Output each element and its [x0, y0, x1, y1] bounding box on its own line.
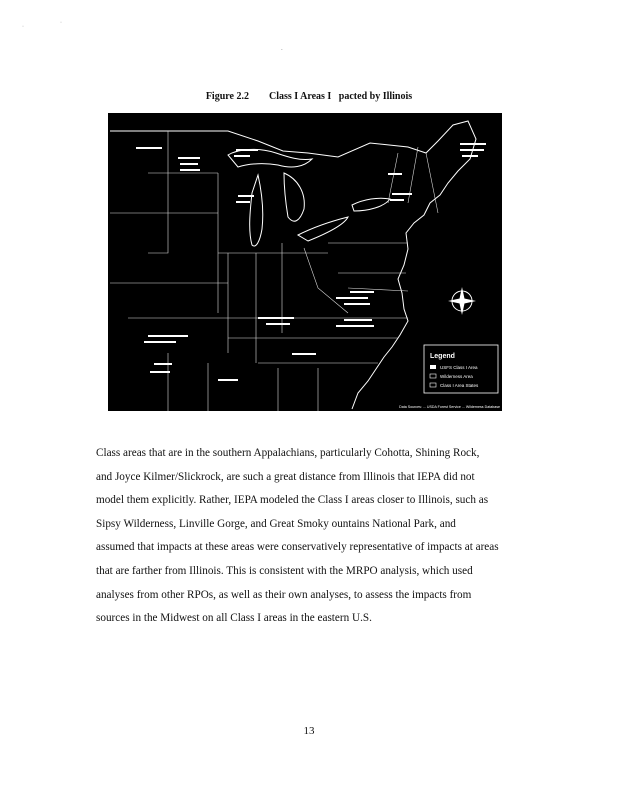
legend-swatch: [430, 383, 436, 387]
body-line: analyses from other RPOs, as well as their own analyses, to assess the impacts from: [96, 588, 472, 601]
legend-swatch: [430, 365, 436, 369]
map-graphic: [108, 113, 502, 411]
lake-ontario: [352, 198, 390, 211]
legend-item: Wilderness Area: [440, 374, 473, 379]
scan-speck: ·: [22, 24, 24, 30]
lake-erie: [298, 217, 348, 241]
figure-caption: [0, 91, 618, 102]
figure-label: Figure 2.2: [205, 91, 249, 102]
legend-item: USFS Class I Area: [440, 365, 478, 370]
class-i-areas-map: [108, 113, 502, 411]
body-line: Sipsy Wilderness, Linville Gorge, and Great Smoky ountains National Park, and: [96, 517, 456, 530]
lake-michigan: [250, 175, 263, 246]
body-line: that are farther from Illinois. This is consistent with the MRPO analysis, which used: [96, 564, 473, 577]
legend-item: Class I Area States: [440, 383, 479, 388]
figure-title: Class I Areas I pacted by Illinois: [268, 91, 413, 102]
lake-huron: [284, 173, 304, 221]
coastline: [110, 121, 476, 409]
body-paragraph: [96, 442, 526, 631]
body-line: and Joyce Kilmer/Slickrock, are such a great distance from Illinois that IEPA did not: [96, 470, 475, 483]
compass-rose-icon: [448, 287, 476, 315]
body-line: model them explicitly. Rather, IEPA modeled the Class I areas closer to Illinois, such as: [96, 494, 489, 507]
body-line: Class areas that are in the southern Appalachians, particularly Cohotta, Shining Rock,: [96, 447, 480, 459]
body-line: sources in the Midwest on all Class I areas in the eastern U.S.: [96, 612, 372, 625]
legend-title: Legend: [430, 353, 455, 360]
page-number: 13: [303, 725, 315, 737]
map-credit: Data Sources: ... USDA Forest Service ... Wilderness Database: [399, 405, 500, 409]
body-line: assumed that impacts at these areas were conservatively representative of impacts at areas: [96, 541, 499, 554]
scan-speck: ·: [60, 20, 62, 26]
top-page-mark: .: [281, 44, 283, 52]
